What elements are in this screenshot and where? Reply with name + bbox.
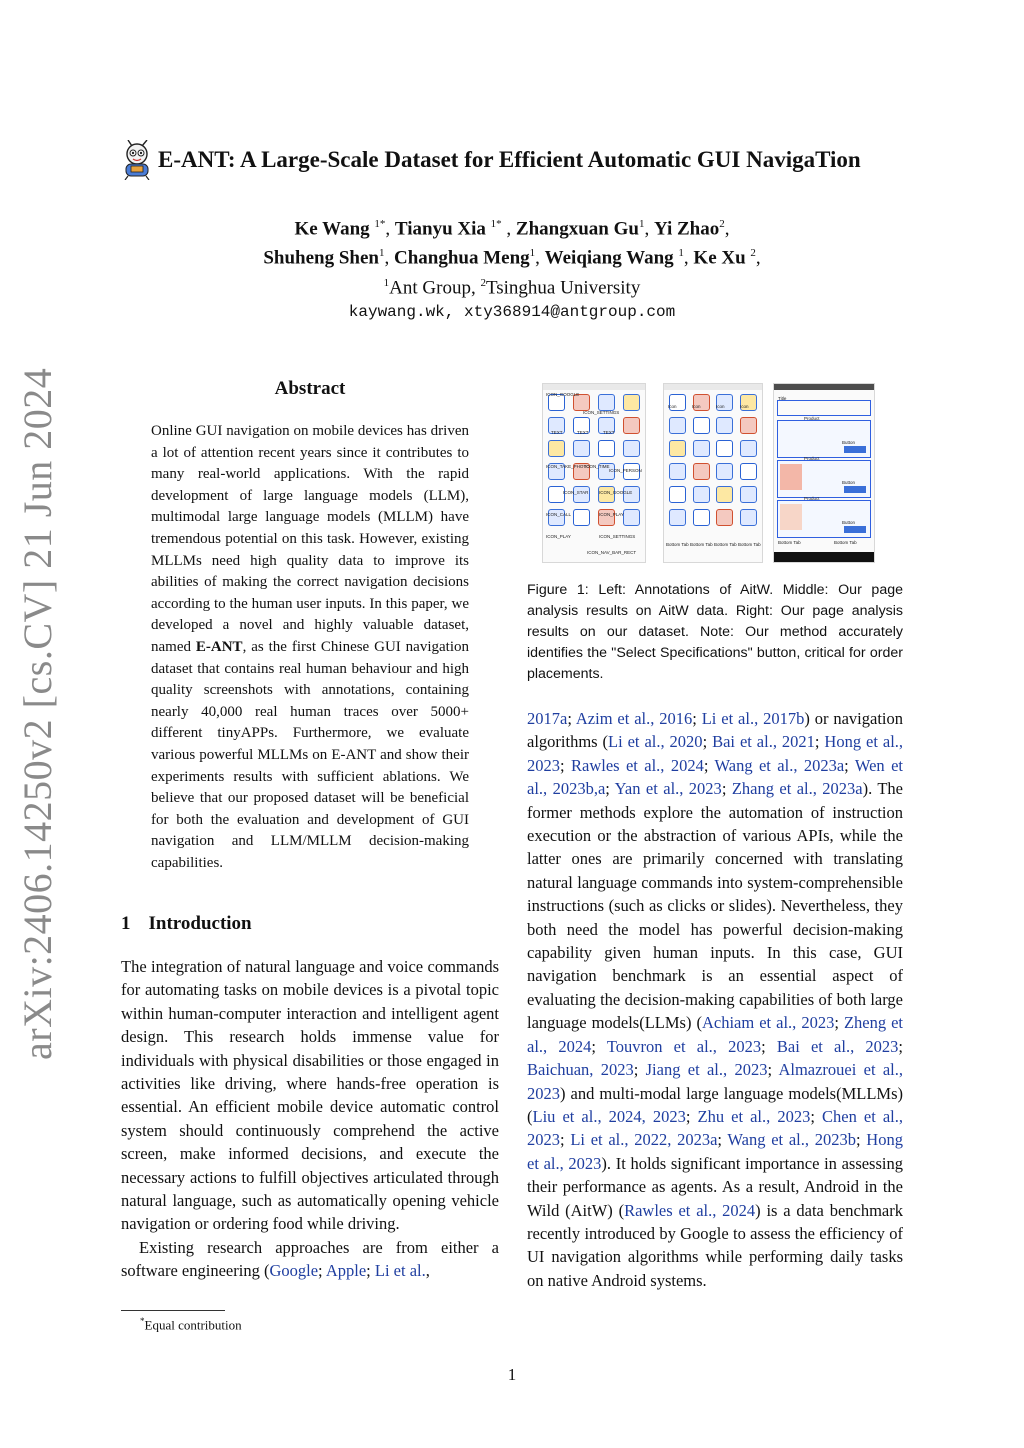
- status-bar: [774, 384, 874, 390]
- annotation-label: Button: [842, 480, 856, 485]
- citation-link[interactable]: Zhang et al., 2023a: [731, 779, 863, 799]
- app-icon: [716, 417, 733, 434]
- annotation-label: Icon: [668, 404, 677, 409]
- abstract-text: Online GUI navigation on mobile devices has driven a lot of attention recent years since it contributes to many real-world applications. With the rapid development of large language models (LLM), multimodal large language models (MLLM) have tremendous potential on this task. However, existing MLLMs need high quality data to improve its abilities of making the correct navigation decisions according to the human user inputs. In this paper, we developed a novel and highly valuable dataset, named: [151, 423, 469, 655]
- affiliations: [150, 271, 874, 300]
- abstract-text: , as the first Chinese GUI navigation dataset that contains real human behaviour and high quality screenshots with annotations, containing nearly 40,000 real human traces over 5000+ different tinyAPPs. Furthermore, we evaluate various powerful MLLMs on E-ANT and show their experiments results with sufficient ablations. We believe that our proposed dataset will be beneficial for both the evaluation and development of GUI navigation and LLM/MLLM decision-making capabilities.: [151, 638, 469, 871]
- author-block: [150, 212, 874, 324]
- author-emails: kaywang.wk, xty368914@antgroup.com: [348, 302, 676, 321]
- paragraph-text: ;: [702, 732, 713, 752]
- citation-link[interactable]: Achiam et al., 2023: [701, 1013, 835, 1033]
- annotation-label: ICON_CALL: [546, 512, 572, 517]
- citation-link[interactable]: Li et al., 2017b: [701, 709, 805, 728]
- author-sup: 2: [750, 247, 756, 260]
- app-icon: [623, 417, 640, 434]
- annotation-label: ICON_SETTINGS: [583, 410, 620, 415]
- citation-link[interactable]: Li et al., 2022, 2023a: [570, 1130, 718, 1150]
- app-icon: [623, 440, 640, 457]
- citation-link[interactable]: Liu et al., 2024, 2023: [532, 1106, 686, 1126]
- separator: ;: [318, 1261, 326, 1281]
- footnote-mark: *: [140, 1316, 145, 1326]
- title-box: [777, 400, 871, 416]
- paragraph: [121, 1236, 499, 1283]
- select-button: [844, 486, 866, 493]
- annotation-label: Button: [842, 440, 856, 445]
- citation-link[interactable]: Apple: [325, 1261, 367, 1281]
- affil-sup: 1: [383, 276, 390, 289]
- citation-link[interactable]: Touvron et al., 2023: [606, 1036, 762, 1056]
- paper-title-row: [120, 135, 920, 185]
- app-icon: [669, 509, 686, 526]
- author-sup: 1*: [374, 218, 386, 230]
- paragraph-text: ;: [560, 1130, 571, 1150]
- paragraph: The integration of natural language and voice commands for automating tasks on mobile devices is a pivotal topic within human-computer interaction and intelligent agent design. This research holds immense value for individuals with physical disabilities or those engaged in activities like driving, where hands-free operation is essential. An efficient mobile device automatic control system should continuously comprehend the active screen, make informed decisions, and execute the necessary actions to fulfill objectives articulated through natural language, such as automatically opening vehicle navigation or ordering food while driving.: [121, 957, 499, 1234]
- paragraph-text: ;: [605, 779, 615, 799]
- ant-mascot-icon: [120, 140, 156, 180]
- citation-link[interactable]: Azim et al., 2016: [575, 709, 693, 728]
- product-image: [780, 504, 802, 530]
- author-line-1: Ke Wang $^{1*}$, Tianyu Xia $^{1*}$ , Zhangxuan Gu$^1$, Yi Zhao$^2$,: [294, 218, 730, 240]
- paragraph-text: ). The former methods explore the automation of instruction execution or the abstraction of various APIs, while the latter ones are primarily concerned with translating natural language commands into system-comprehensible instructions (such as clicks or slides). Nevertheless, they both need the model has powerful decision-making capability given human inputs. In this case, GUI navigation benchmark is an essential aspect of evaluating the decision-making capabilities of both large language models(LLMs) (: [527, 779, 903, 1033]
- annotation-label: Product: [804, 496, 820, 501]
- paragraph-text: ;: [692, 709, 702, 728]
- annotation-label: ICON_PERSON: [609, 468, 642, 473]
- app-icon: [669, 486, 686, 503]
- annotation-label: ICON_GOOGLE: [599, 490, 633, 495]
- section-title: Introduction: [148, 913, 252, 934]
- citation-link[interactable]: Bai et al., 2021: [712, 732, 815, 752]
- app-icon: [573, 509, 590, 526]
- app-icon: [740, 440, 757, 457]
- arxiv-stamp: arXiv:2406.14250v2 [cs.CV] 21 Jun 2024: [15, 367, 60, 1060]
- nav-bar: [774, 552, 874, 562]
- annotation-label: ICON_SETTINGS: [599, 534, 636, 539]
- paragraph-text: ) is a data benchmark recently introduced by Google to assess the efficiency of UI navigation algorithms while performing daily tasks on native Android systems.: [527, 1200, 903, 1290]
- annotation-label: Bottom Tab: [778, 540, 801, 545]
- annotation-label: Bottom Tab: [738, 542, 761, 547]
- citation-link[interactable]: Li et al.: [374, 1261, 426, 1281]
- app-icon: [740, 463, 757, 480]
- annotation-label: ICON_PLAY: [546, 534, 571, 539]
- annotation-label: ICON_GOOGLE: [546, 392, 580, 397]
- author-line-2: Shuheng Shen$^1$, Changhua Meng$^1$, Weiqiang Wang $^1$, Ke Xu $^2$,: [263, 247, 761, 269]
- dataset-name: E-ANT: [195, 638, 243, 655]
- author-name: Zhangxuan Gu: [515, 218, 639, 240]
- left-column-text: [121, 955, 499, 1283]
- paragraph-text: ;: [591, 1036, 607, 1056]
- author-sup: 1*: [490, 218, 502, 230]
- app-icon: [669, 440, 686, 457]
- paragraph-text: ;: [560, 755, 571, 775]
- paragraph-text: ;: [567, 709, 576, 728]
- app-icon: [548, 440, 565, 457]
- annotation-label: Product: [804, 456, 820, 461]
- annotation-label: ICON_TIME: [585, 464, 610, 469]
- annotation-label: Product: [804, 416, 820, 421]
- paragraph-text: ;: [721, 779, 732, 799]
- annotation-label: TEXT: [603, 430, 615, 435]
- affil-org: Tsinghua University: [485, 276, 641, 298]
- app-icon: [623, 509, 640, 526]
- app-icon: [693, 417, 710, 434]
- author-name: Shuheng Shen: [263, 247, 379, 269]
- abstract-heading: Abstract: [274, 378, 346, 399]
- author-sup: 1: [638, 218, 645, 230]
- citation-link[interactable]: Zheng et al., 2024: [527, 1013, 904, 1056]
- footnote-rule: [121, 1310, 225, 1311]
- author-sup: 1: [529, 247, 536, 260]
- footnote: [140, 1316, 242, 1333]
- paragraph-text: ) and multi-modal large language models(MLLMs) (: [527, 1083, 903, 1126]
- app-icon: [740, 486, 757, 503]
- paragraph-text: ;: [633, 1060, 646, 1080]
- paragraph: [527, 707, 903, 1292]
- paragraph-text: ;: [717, 1130, 728, 1150]
- annotation-label: ICON_TAKE_PHOTO: [546, 464, 590, 469]
- select-button: [844, 526, 866, 533]
- figure-caption: Figure 1: Left: Annotations of AitW. Middle: Our page analysis results on AitW data. Right: Our page analysis results on our dataset. Note: Our method accurately identifies the "Select Specifications" button, critical for order placements.: [527, 582, 903, 682]
- app-icon: [693, 509, 710, 526]
- citation-link[interactable]: Zhu et al., 2023: [697, 1106, 811, 1126]
- app-icon: [716, 486, 733, 503]
- author-name: Weiqiang Wang: [544, 247, 674, 269]
- author-name: Ke Xu: [693, 247, 746, 269]
- app-icon: [669, 463, 686, 480]
- paragraph-text: ) or navigation algorithms (: [527, 709, 903, 752]
- figure-right-screenshot: [773, 383, 875, 563]
- citation-link[interactable]: Hong et al., 2023: [527, 732, 904, 775]
- status-bar: [664, 384, 762, 390]
- app-icon: [669, 417, 686, 434]
- citation-link[interactable]: Hong et al., 2023: [527, 1130, 903, 1173]
- app-icon: [716, 509, 733, 526]
- app-icon: [693, 463, 710, 480]
- select-button: [844, 446, 866, 453]
- citation-link[interactable]: Bai et al., 2023: [776, 1036, 899, 1056]
- affil-org: Ant Group,: [389, 276, 481, 298]
- citation-link[interactable]: Yan et al., 2023: [614, 779, 722, 799]
- annotation-label: Icon: [716, 404, 725, 409]
- annotation-label: ICON_NAV_BAR_RECT: [587, 550, 637, 555]
- paragraph-text: ;: [898, 1036, 903, 1056]
- app-icon: [573, 440, 590, 457]
- citation-link[interactable]: Wang et al., 2023b: [727, 1130, 856, 1150]
- app-icon: [740, 417, 757, 434]
- paragraph-text: Existing research approaches are from either a software engineering (: [121, 1237, 499, 1281]
- author-name: Ke Wang: [294, 218, 370, 240]
- annotation-label: Bottom Tab: [666, 542, 689, 547]
- annotation-label: Bottom Tab: [834, 540, 857, 545]
- annotation-label: Bottom Tab: [714, 542, 737, 547]
- paragraph-text: ;: [685, 1106, 698, 1126]
- citation-link[interactable]: Wang et al., 2023a: [714, 755, 845, 775]
- figure-1: [542, 383, 877, 563]
- author-name: Yi Zhao: [653, 218, 720, 240]
- author-name: Tianyu Xia: [394, 218, 486, 240]
- author-sup: 1: [378, 247, 385, 260]
- section-number: 1: [121, 913, 131, 934]
- annotation-label: Icon: [740, 404, 749, 409]
- citation-link[interactable]: Baichuan, 2023: [527, 1060, 634, 1080]
- paragraph-text: ;: [810, 1106, 822, 1126]
- app-icon: [598, 440, 615, 457]
- citation-link[interactable]: Rawles et al., 2024: [570, 755, 704, 775]
- figure-middle-screenshot: [663, 383, 763, 563]
- citation-link[interactable]: Chen et al., 2023: [527, 1106, 903, 1150]
- app-icon: [623, 394, 640, 411]
- separator: ;: [366, 1261, 375, 1281]
- app-icon: [598, 394, 615, 411]
- paragraph-text: ;: [761, 1036, 777, 1056]
- product-image: [780, 464, 802, 490]
- figure-left-screenshot: [542, 383, 646, 563]
- author-name: Changhua Meng: [393, 247, 530, 269]
- citation-link[interactable]: Google: [269, 1261, 319, 1281]
- citation-link[interactable]: Rawles et al., 2024: [624, 1200, 756, 1220]
- paragraph-text: ). It holds significant importance in assessing their performance as agents. As a result, Android in the Wild (AitW) (: [527, 1153, 903, 1220]
- right-column-text: [527, 707, 903, 1292]
- app-icon: [740, 509, 757, 526]
- citation-link[interactable]: Wen et al., 2023b,a: [527, 755, 903, 799]
- app-icon: [693, 440, 710, 457]
- citation-link[interactable]: 2017a: [527, 709, 568, 728]
- separator: ,: [425, 1261, 430, 1281]
- affil-sup: 2: [480, 276, 486, 289]
- annotation-label: Icon: [692, 404, 701, 409]
- author-sup: 1: [678, 247, 684, 260]
- annotation-label: ICON_PLAY: [599, 512, 624, 517]
- paragraph-text: ;: [703, 755, 715, 775]
- section-heading: [121, 913, 252, 935]
- annotation-label: Button: [842, 520, 856, 525]
- annotation-label: Bottom Tab: [690, 542, 713, 547]
- app-icon: [716, 440, 733, 457]
- footnote-text: Equal contribution: [144, 1317, 242, 1333]
- annotation-label: TEXT: [551, 430, 563, 435]
- annotation-label: TEXT: [577, 430, 589, 435]
- paragraph-text: ;: [834, 1013, 844, 1033]
- app-icon: [716, 463, 733, 480]
- citation-link[interactable]: Almazrouei et al., 2023: [527, 1060, 903, 1103]
- annotation-label: Title: [778, 396, 787, 401]
- citation-link[interactable]: Li et al., 2020: [608, 732, 703, 752]
- status-bar: [543, 384, 645, 390]
- page-number: 1: [507, 1365, 517, 1384]
- app-icon: [693, 486, 710, 503]
- paper-title: E-ANT: A Large-Scale Dataset for Efficient Automatic GUI NavigaTion: [158, 147, 861, 172]
- abstract-body: [151, 421, 469, 874]
- paragraph-text: ;: [855, 1130, 867, 1150]
- citation-link[interactable]: Jiang et al., 2023: [645, 1060, 768, 1080]
- author-sup: 2: [719, 218, 725, 230]
- paragraph-text: ;: [814, 732, 825, 752]
- paragraph-text: ;: [844, 755, 855, 775]
- icon-grid: [668, 394, 758, 526]
- paragraph-text: ;: [767, 1060, 779, 1080]
- annotation-label: ICON_STAR: [563, 490, 589, 495]
